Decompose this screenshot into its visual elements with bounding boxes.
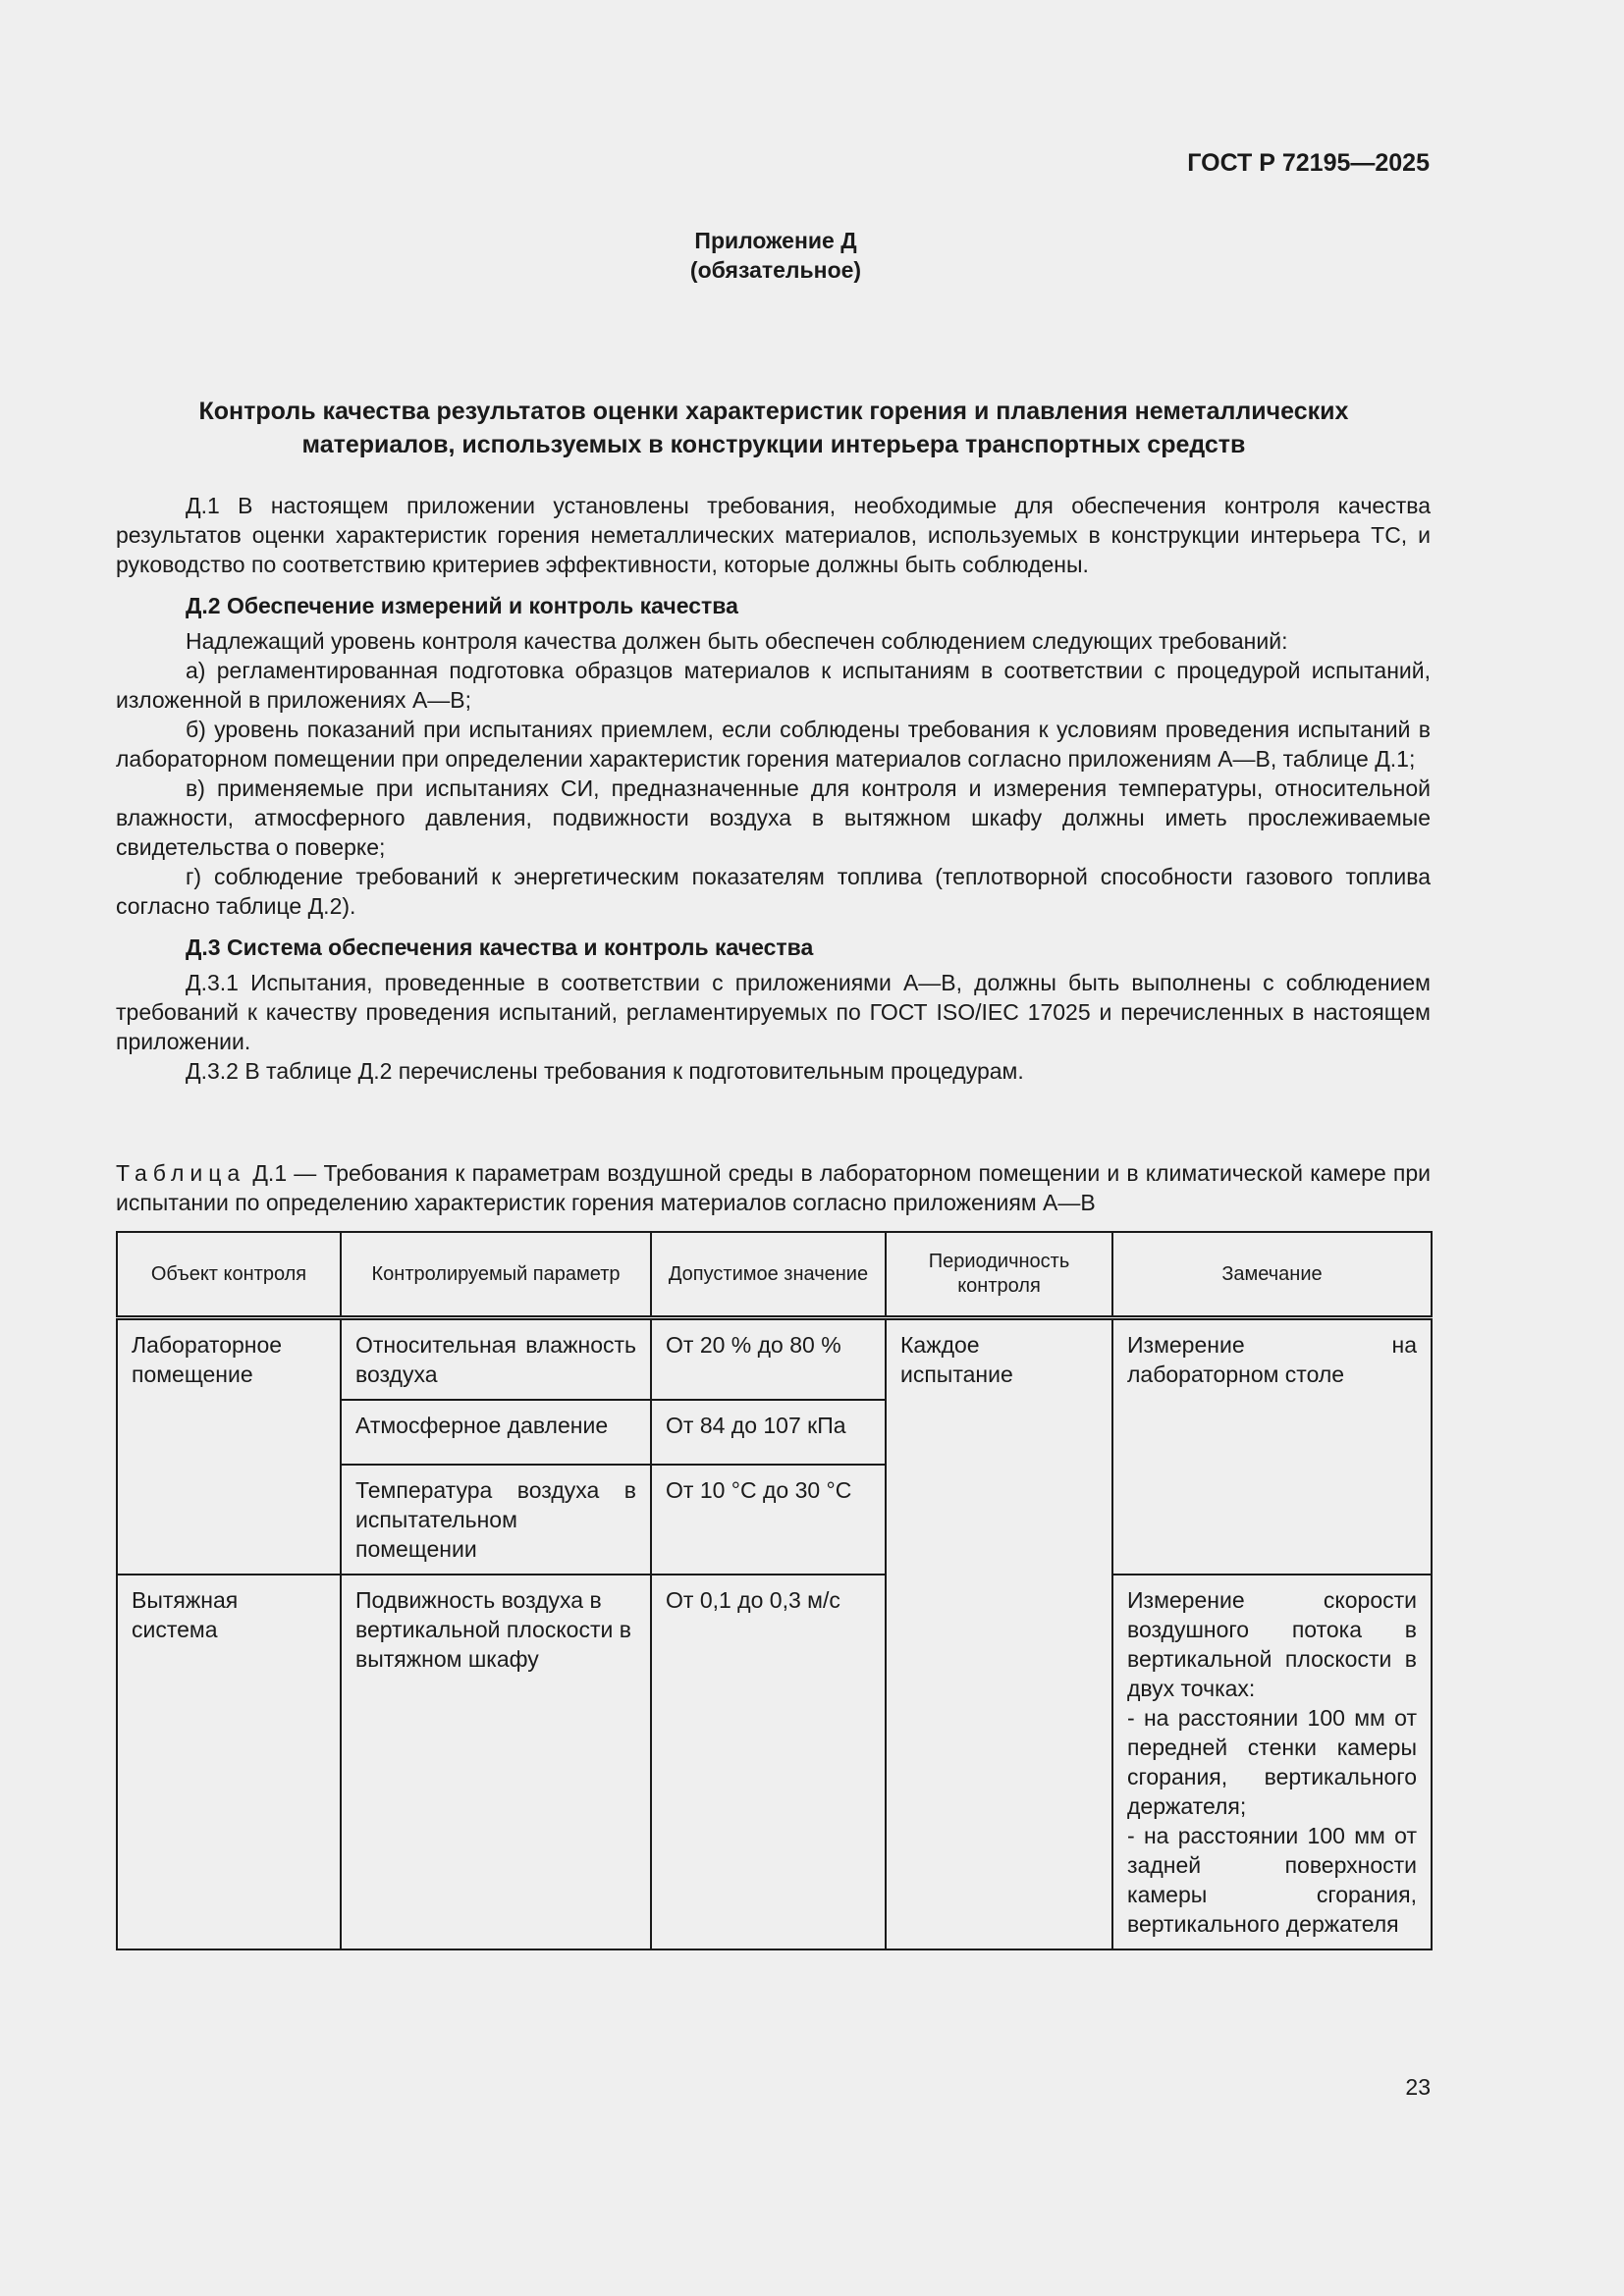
table-caption-text: Д.1 — Требования к параметрам воздушной среды в лабораторном помещении и в климатической камере при испытании по определению характеристик горения материалов согласно приложениям А—В — [116, 1160, 1431, 1215]
table-row — [117, 1318, 1432, 1401]
table-cell-parameter: Подвижность воздуха в вертикальной плоскости в вытяжном шкафу — [341, 1575, 651, 1949]
table-row — [117, 1575, 1432, 1949]
appendix-subtitle: (обязательное) — [689, 257, 862, 283]
body-text — [116, 491, 1431, 1086]
page-number: 23 — [1405, 2074, 1431, 2100]
table-cell-periodicity: Каждое испытание — [886, 1318, 1112, 1950]
list-item-d2-d: г) соблюдение требований к энергетическим показателям топлива (теплотворной способности газового топлива согласно таблице Д.2). — [116, 864, 1431, 919]
table-cell-value: От 20 % до 80 % — [651, 1318, 886, 1401]
table-cell-value: От 0,1 до 0,3 м/с — [651, 1575, 886, 1949]
table-cell-object: Вытяжная система — [117, 1575, 341, 1949]
appendix-title: Приложение Д — [694, 228, 857, 253]
table-cell-value: От 10 °С до 30 °С — [651, 1465, 886, 1575]
table-header-cell: Допустимое значение — [651, 1232, 886, 1318]
paragraph-d31: Д.3.1 Испытания, проведенные в соответствии с приложениями А—В, должны быть выполнены с соблюдением требований к качеству проведения испытаний, регламентируемых по ГОСТ ISO/IEC 17025 и перечисленных в настоящем приложении. — [116, 970, 1431, 1054]
table-caption — [116, 1158, 1431, 1217]
table-caption-label: Таблица — [116, 1160, 246, 1186]
requirements-table — [116, 1231, 1433, 1950]
table-cell-parameter: Атмосферное давление — [341, 1400, 651, 1465]
paragraph-d1: Д.1 В настоящем приложении установлены требования, необходимые для обеспечения контроля качества результатов оценки характеристик горения неметаллических материалов, используемых в конструкции интерьера ТС, и руководство по соответствию критериев эффективности, которые должны быть соблюдены. — [116, 493, 1431, 577]
table-header-cell: Периодичность контроля — [886, 1232, 1112, 1318]
main-title-line-2: материалов, используемых в конструкции интерьера транспортных средств — [301, 431, 1246, 458]
table-header-row — [117, 1232, 1432, 1318]
section-heading-d2: Д.2 Обеспечение измерений и контроль качества — [186, 593, 738, 618]
table-cell-value: От 84 до 107 кПа — [651, 1400, 886, 1465]
table-cell-parameter: Температура воздуха в испытательном помещении — [341, 1465, 651, 1575]
section-heading-d3: Д.3 Система обеспечения качества и контроль качества — [186, 934, 814, 960]
list-item-d2-a: а) регламентированная подготовка образцов материалов к испытаниям в соответствии с процедурой испытаний, изложенной в приложениях А—В; — [116, 658, 1431, 713]
paragraph-d2-intro: Надлежащий уровень контроля качества должен быть обеспечен соблюдением следующих требований: — [186, 628, 1288, 654]
table-header-cell: Объект контроля — [117, 1232, 341, 1318]
table-cell-note: Измерение скорости воздушного потока в вертикальной плоскости в двух точках: - на расстоянии 100 мм от передней стенки камеры сгорания, вертикального держателя; - на расстоянии 100 мм от задней поверхности камеры сгорания, вертикального держателя — [1112, 1575, 1432, 1949]
table-cell-parameter: Относительная влажность воздуха — [341, 1318, 651, 1401]
table-header-cell: Замечание — [1112, 1232, 1432, 1318]
main-title — [116, 395, 1432, 461]
appendix-heading — [0, 226, 1551, 285]
paragraph-d32: Д.3.2 В таблице Д.2 перечислены требования к подготовительным процедурам. — [186, 1058, 1024, 1084]
list-item-d2-b: б) уровень показаний при испытаниях приемлем, если соблюдены требования к условиям проведения испытаний в лабораторном помещении при определении характеристик горения материалов согласно приложениям А—В, таблице Д.1; — [116, 717, 1431, 772]
list-item-d2-c: в) применяемые при испытаниях СИ, предназначенные для контроля и измерения температуры, относительной влажности, атмосферного давления, подвижности воздуха в вытяжном шкафу должны иметь прослеживаемые свидетельства о поверке; — [116, 775, 1431, 860]
main-title-line-1: Контроль качества результатов оценки характеристик горения и плавления неметаллических — [198, 398, 1349, 425]
standard-code: ГОСТ Р 72195—2025 — [1187, 149, 1430, 177]
table-cell-object: Лабораторное помещение — [117, 1318, 341, 1575]
table-header-cell: Контролируемый параметр — [341, 1232, 651, 1318]
table-cell-note: Измерение на лабораторном столе — [1112, 1318, 1432, 1575]
